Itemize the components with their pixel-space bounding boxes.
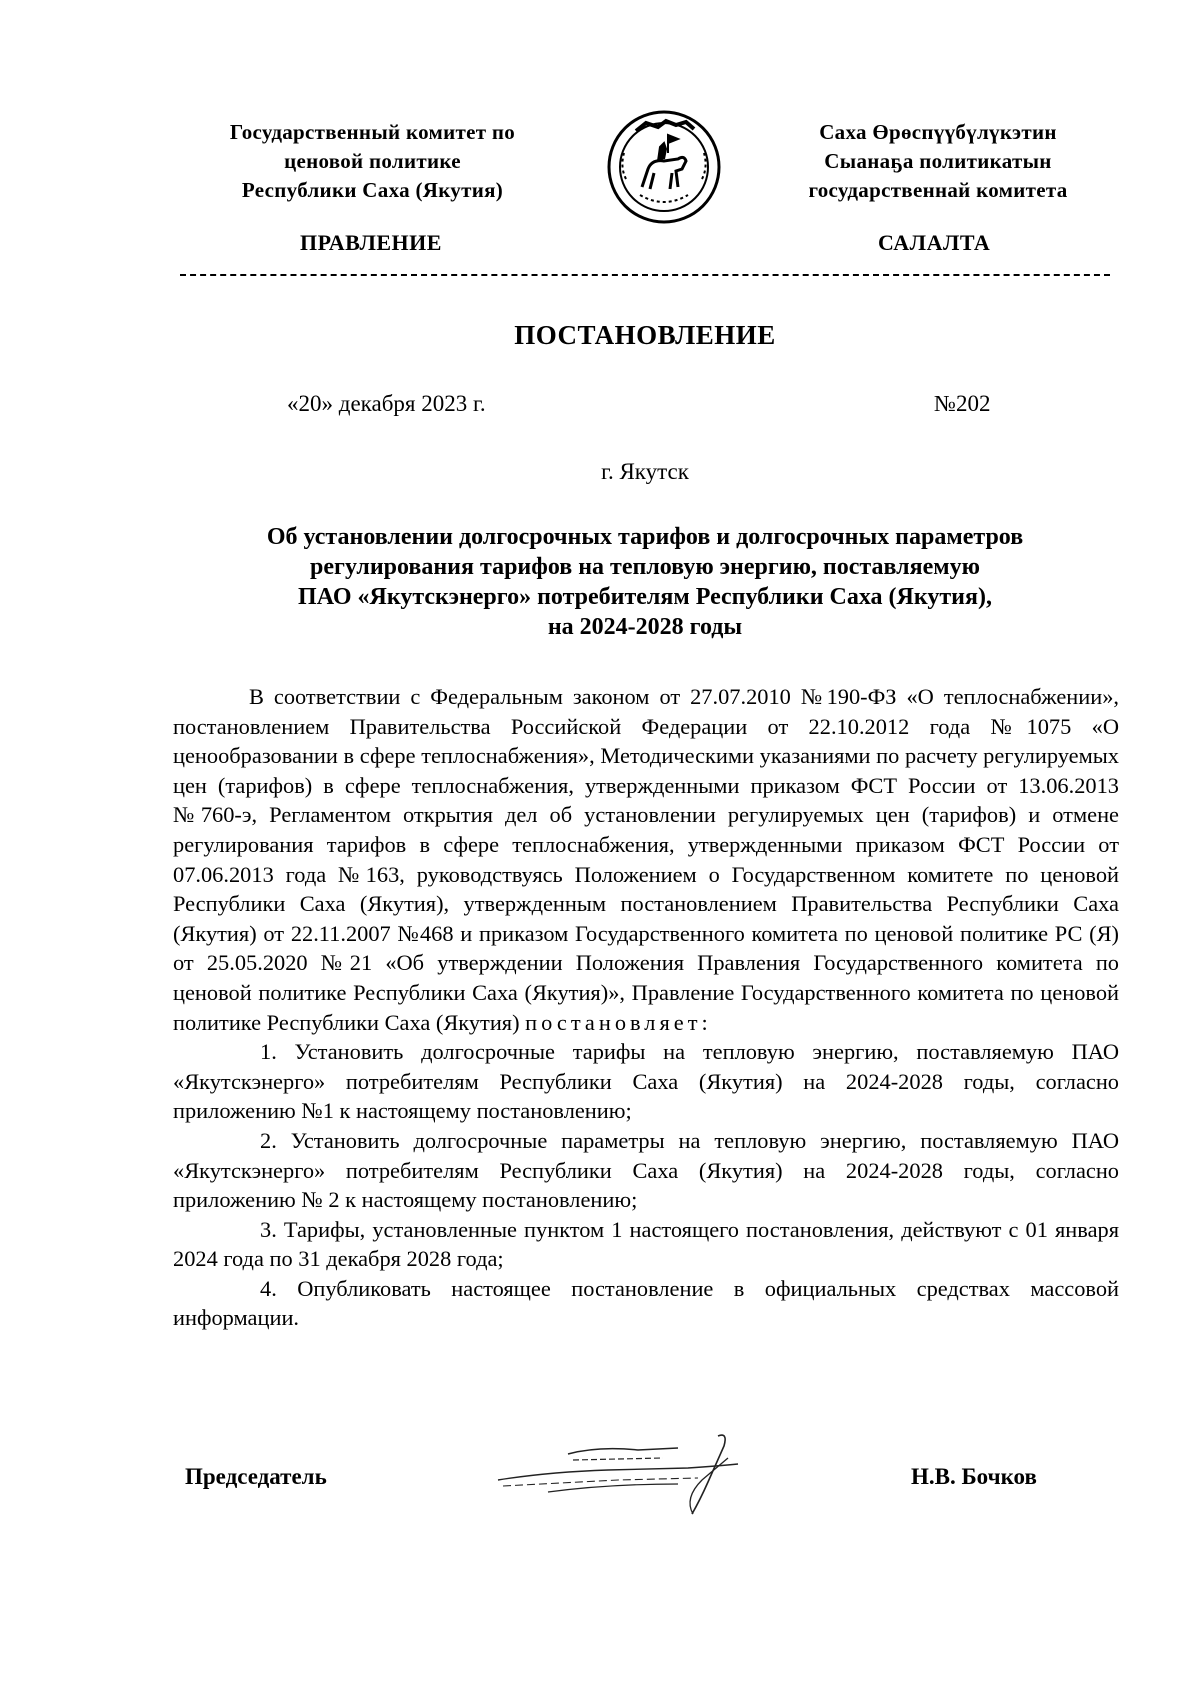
title-line: Об установлении долгосрочных тарифов и долгосрочных параметров (266, 524, 1024, 550)
board-label-russian: ПРАВЛЕНИЕ (300, 230, 442, 255)
title-line: регулирования тарифов на тепловую энергию, поставляемую (310, 554, 980, 580)
preamble-paragraph (173, 682, 1119, 1037)
document-type-heading: ПОСТАНОВЛЕНИЕ (514, 320, 776, 350)
header-divider (180, 274, 1110, 276)
committee-name-line: Саха Өрөспүүбүлүкэтин (819, 120, 1057, 144)
title-line: ПАО «Якутскэнерго» потребителям Республики Саха (Якутия), (298, 584, 992, 610)
committee-name-line: ценовой политике (284, 149, 461, 173)
document-date: «20» декабря 2023 г. (287, 391, 486, 416)
preamble-text: В соответствии с Федеральным законом от 27.07.2010 №190-ФЗ «О теплоснабжении», постановлением Правительства Российской Федерации от 22.10.2012 года №1075 «О ценообразовании в сфере теплоснабжения», Методическими указаниями по расчету регулируемых цен (тарифов) в сфере теплоснабжения, утвержденными приказом ФСТ России от 13.06.2013 №760-э, Регламентом открытия дел об установлении регулируемых цен (тарифов) и отмене регулирования тарифов в сфере теплоснабжения, утвержденными приказом ФСТ России от 07.06.2013 года №163, руководствуясь Положением о Государственном комитете по ценовой Республики Саха (Якутия), утвержденным постановлением Правительства Республики Саха (Якутия) от 22.11.2007 №468 и приказом Государственного комитета по ценовой политике РС (Я) от 25.05.2020 №21 «Об утверждении Положения Правления Государственного комитета по ценовой политике Республики Саха (Якутия)», Правление Государственного комитета по ценовой политике Республики Саха (Якутия) (173, 684, 1119, 1035)
signer-position: Председатель (185, 1464, 327, 1489)
document-number: №202 (934, 391, 991, 416)
committee-name-line: Сыанаҕа политикатын (824, 149, 1052, 173)
coat-of-arms-emblem-icon (606, 109, 722, 225)
committee-name-line: Республики Саха (Якутия) (241, 178, 504, 202)
resolution-item: 3. Тарифы, установленные пунктом 1 настоящего постановления, действуют с 01 января 2024 года по 31 декабря 2028 года; (173, 1216, 1119, 1272)
committee-name-yakut (762, 118, 1114, 205)
document-title (180, 522, 1110, 642)
signer-name: Н.В. Бочков (911, 1464, 1037, 1489)
document-city: г. Якутск (601, 459, 689, 484)
resolution-item: 1. Установить долгосрочные тарифы на тепловую энергию, поставляемую ПАО «Якутскэнерго» потребителям Республики Саха (Якутия) на 2024-2028 годы, согласно приложению №1 к настоящему постановлению; (173, 1039, 1119, 1124)
board-label-yakut: САЛАЛТА (878, 230, 991, 255)
committee-name-line: Государственный комитет по (229, 120, 516, 144)
document-body (173, 682, 1119, 1333)
resolution-item: 2. Установить долгосрочные параметры на тепловую энергию, поставляемую ПАО «Якутскэнерго» потребителям Республики Саха (Якутия) на 2024-2028 годы, согласно приложению № 2 к настоящему постановлению; (173, 1127, 1119, 1213)
handwritten-signature-icon (488, 1428, 788, 1518)
committee-name-russian (185, 118, 560, 205)
resolves-word: постановляет: (525, 1009, 712, 1035)
resolution-item: 4. Опубликовать настоящее постановление в официальных средствах массовой информации. (173, 1275, 1119, 1331)
title-line: на 2024-2028 годы (547, 614, 743, 640)
committee-name-line: государственнай комитета (808, 178, 1068, 202)
